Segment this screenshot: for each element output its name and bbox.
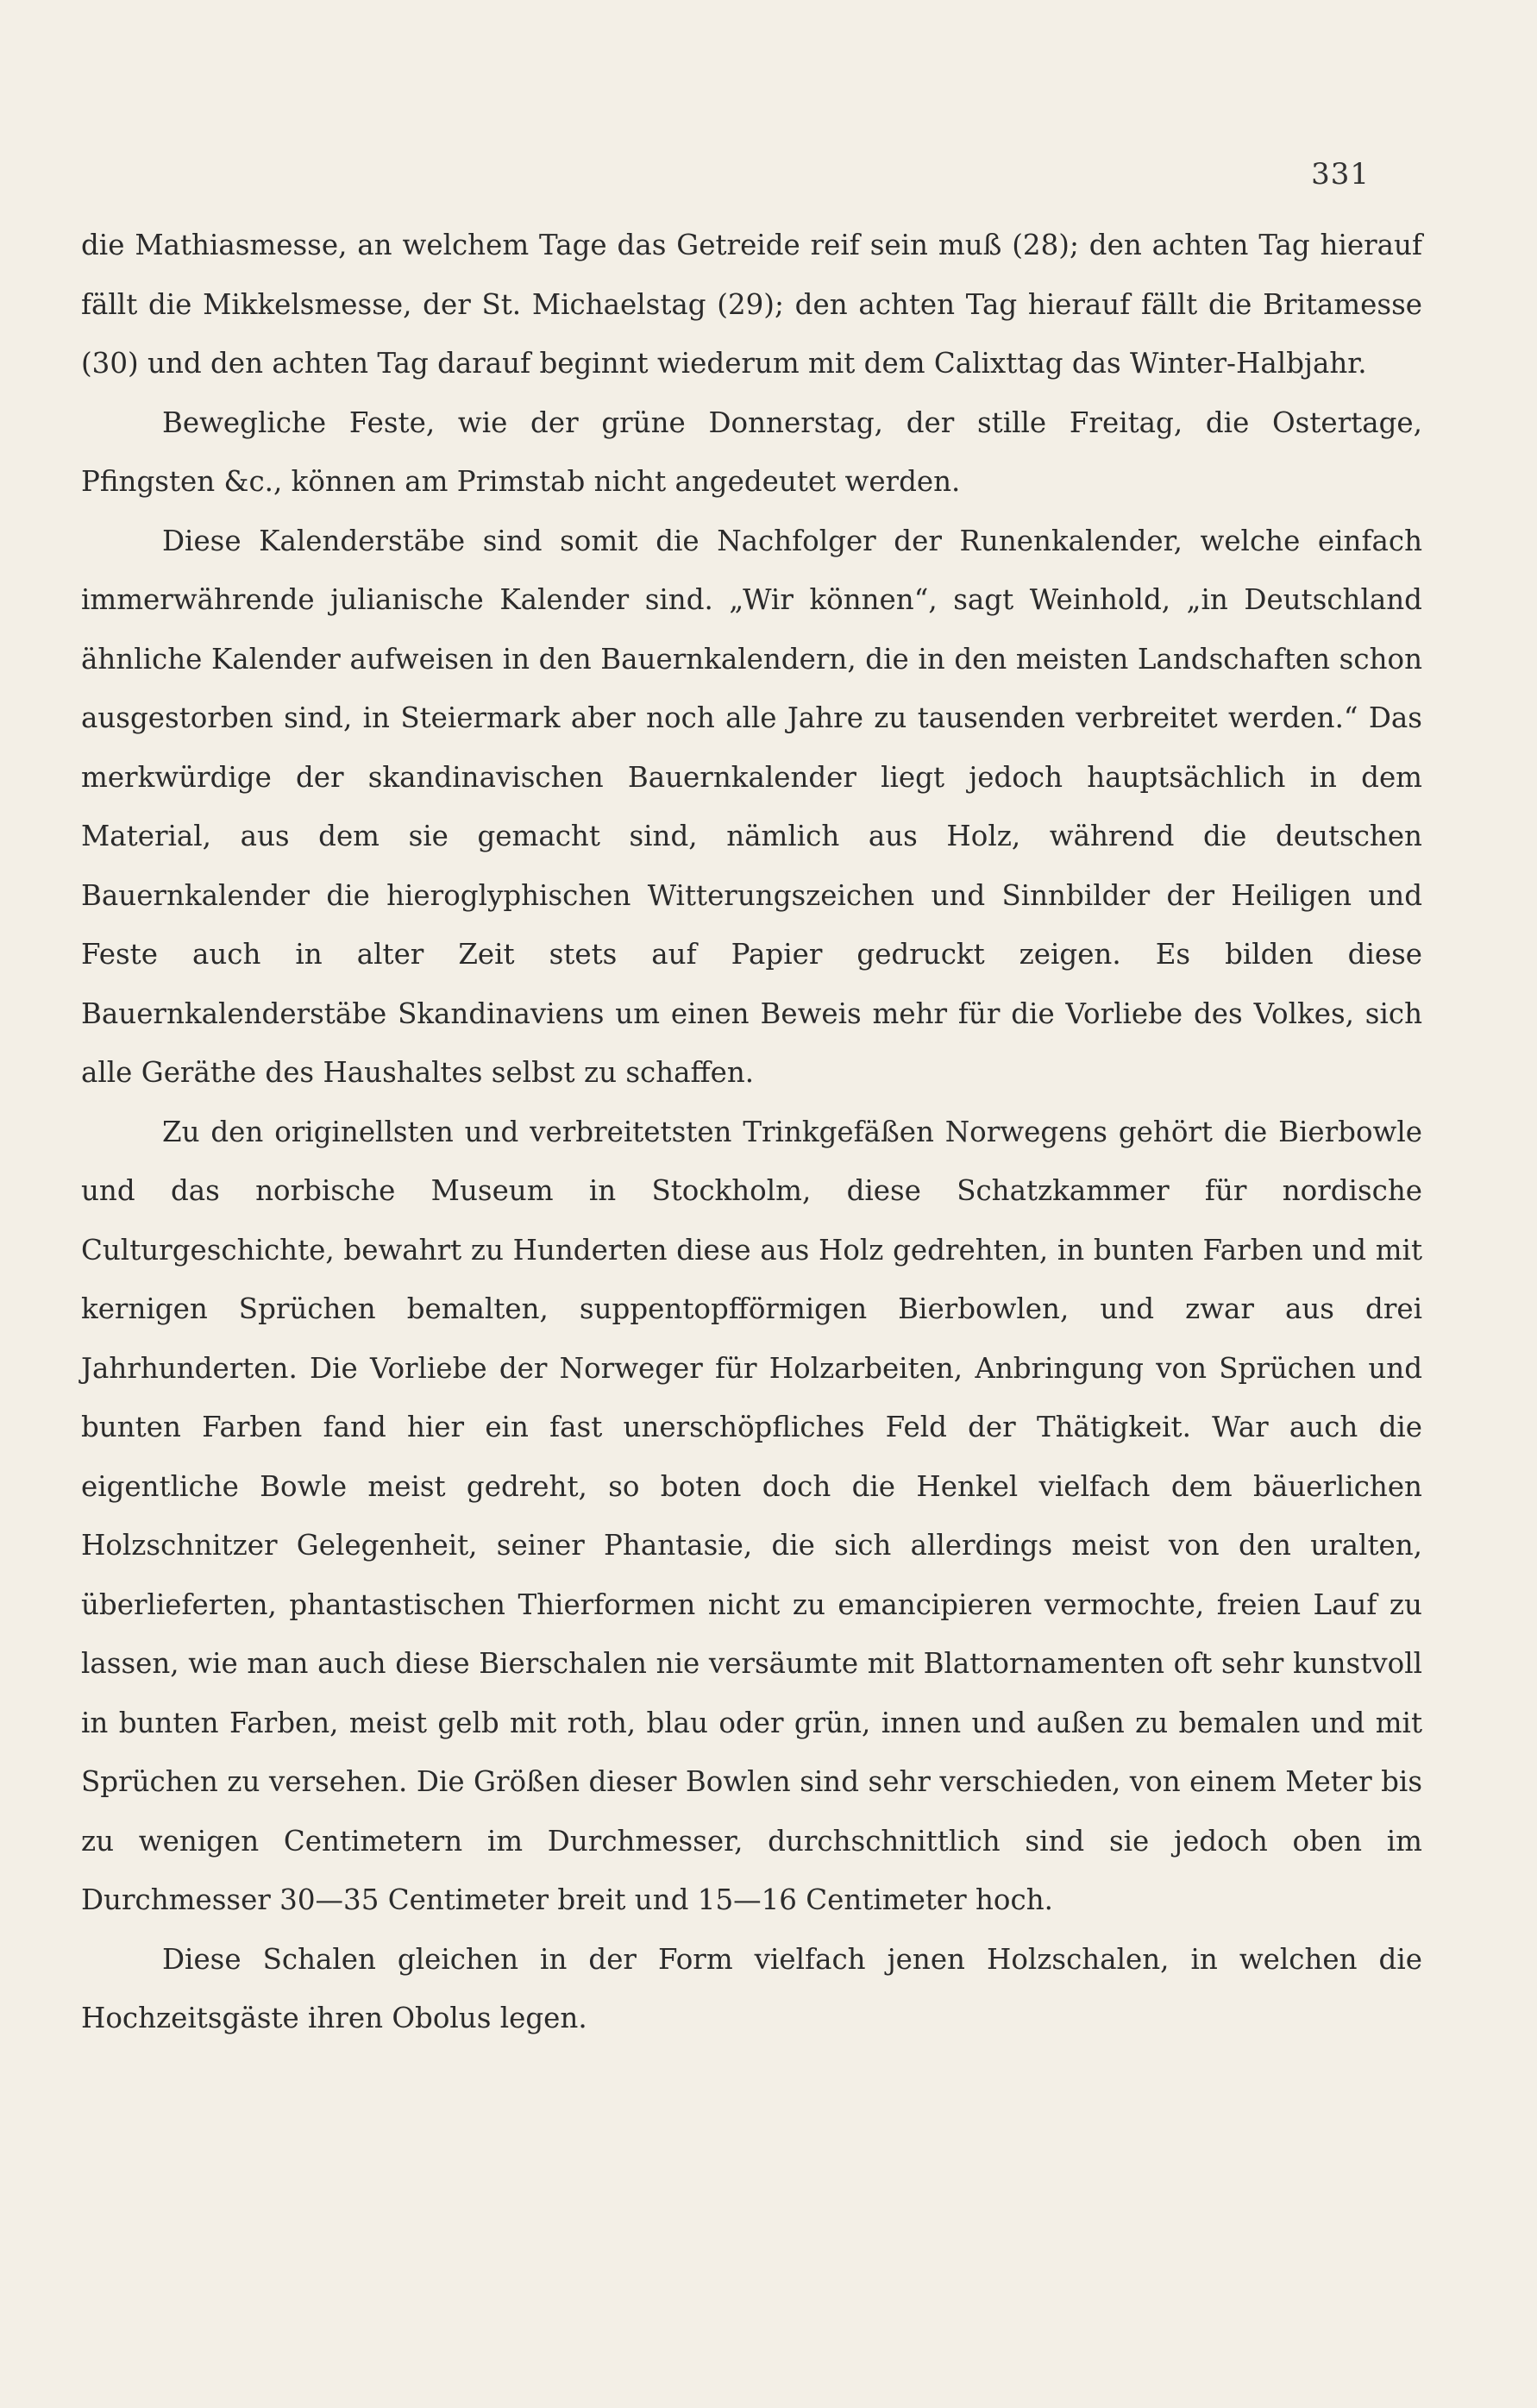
page-number: 331	[1311, 157, 1370, 192]
paragraph-5: Diese Schalen gleichen in der Form vielfach jenen Holzschalen, in welchen die Hochzeitsgäste ihren Obolus legen.	[81, 1942, 1422, 2034]
body-text	[81, 216, 1422, 2048]
paragraph-3: Diese Kalenderstäbe sind somit die Nachfolger der Runenkalender, welche einfach immerwährende julianische Kalender sind. „Wir können“, sagt Weinhold, „in Deutschland ähnliche Kalender aufweisen in den Bauernkalendern, die in den meisten Landschaften schon ausgestorben sind, in Steiermark aber noch alle Jahre zu tausenden verbreitet werden.“ Das merkwürdige der skandinavischen Bauernkalender liegt jedoch hauptsächlich in dem Material, aus dem sie gemacht sind, nämlich aus Holz, während die deutschen Bauernkalender die hieroglyphischen Witterungszeichen und Sinnbilder der Heiligen und Feste auch in alter Zeit stets auf Papier gedruckt zeigen. Es bilden diese Bauernkalenderstäbe Skandinaviens um einen Beweis mehr für die Vorliebe des Volkes, sich alle Geräthe des Haushaltes selbst zu schaffen.	[81, 524, 1422, 1089]
paragraph-2: Bewegliche Feste, wie der grüne Donnerstag, der stille Freitag, die Ostertage, Pfingsten &c., können am Primstab nicht angedeutet werden.	[81, 406, 1422, 498]
paragraph-4: Zu den originellsten und verbreitetsten Trinkgefäßen Norwegens gehört die Bierbowle und das norbische Museum in Stockholm, diese Schatzkammer für nordische Culturgeschichte, bewahrt zu Hunderten diese aus Holz gedrehten, in bunten Farben und mit kernigen Sprüchen bemalten, suppentopfförmigen Bierbowlen, und zwar aus drei Jahrhunderten. Die Vorliebe der Norweger für Holzarbeiten, Anbringung von Sprüchen und bunten Farben fand hier ein fast unerschöpfliches Feld der Thätigkeit. War auch die eigentliche Bowle meist gedreht, so boten doch die Henkel vielfach dem bäuerlichen Holzschnitzer Gelegenheit, seiner Phantasie, die sich allerdings meist von den uralten, überlieferten, phantastischen Thierformen nicht zu emancipieren vermochte, freien Lauf zu lassen, wie man auch diese Bierschalen nie versäumte mit Blattornamenten oft sehr kunstvoll in bunten Farben, meist gelb mit roth, blau oder grün, innen und außen zu bemalen und mit Sprüchen zu versehen. Die Größen dieser Bowlen sind sehr verschieden, von einem Meter bis zu wenigen Centimetern im Durchmesser, durchschnittlich sind sie jedoch oben im Durchmesser 30—35 Centimeter breit und 15—16 Centimeter hoch.	[81, 1115, 1422, 1916]
paragraph-1: die Mathiasmesse, an welchem Tage das Getreide reif sein muß (28); den achten Tag hierauf fällt die Mikkelsmesse, der St. Michaelstag (29); den achten Tag hierauf fällt die Britamesse (30) und den achten Tag darauf beginnt wiederum mit dem Calixttag das Winter-Halbjahr.	[81, 229, 1422, 380]
